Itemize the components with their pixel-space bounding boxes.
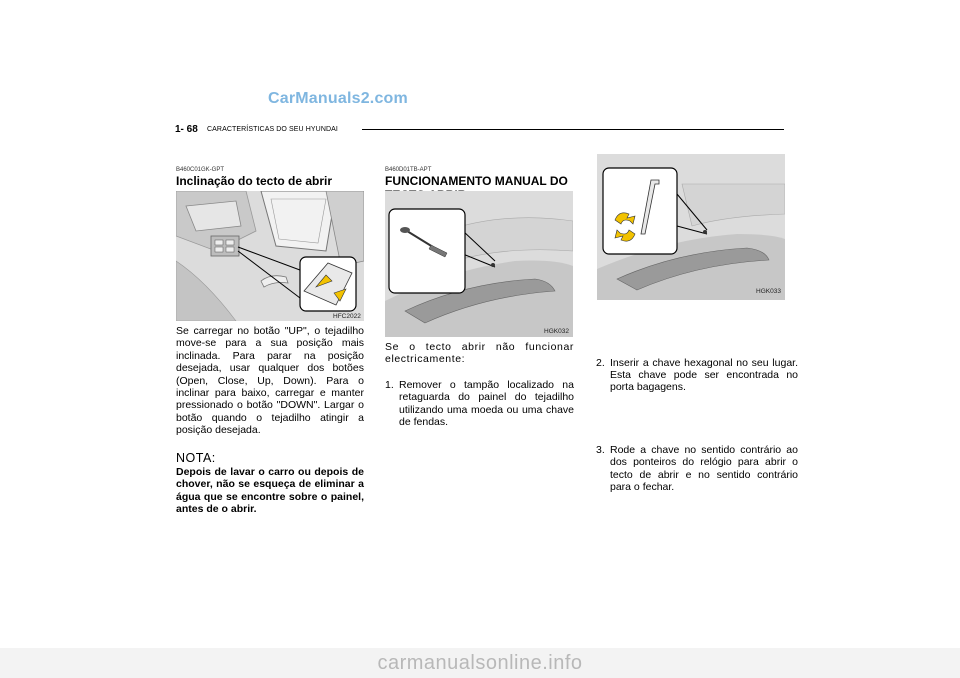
section-title: Inclinação do tecto de abrir: [176, 174, 333, 188]
watermark-carmanualsonline[interactable]: carmanualsonline.info: [0, 648, 960, 678]
cap-removal-drawing: [385, 191, 573, 337]
list-item-number: 3.: [596, 443, 605, 456]
section-code: B460D01TB-APT: [385, 167, 432, 173]
illustration-cap-removal: [385, 191, 573, 337]
page-number: 1- 68: [175, 124, 198, 135]
hex-key-drawing: [597, 154, 785, 300]
note-heading: NOTA:: [176, 451, 216, 465]
list-item-text: Rode a chave no sentido contrário ao dos ponteiros do relógio para abrir o tecto de abrir e no sentido contrário para o fechar.: [610, 443, 798, 494]
list-item-number: 2.: [596, 356, 605, 369]
watermark-carmanuals2[interactable]: CarManuals2.com: [268, 90, 408, 107]
sunroof-tilt-drawing: [176, 191, 364, 321]
section-title: FUNCIONAMENTO MANUAL DO: [385, 174, 568, 188]
figure-label: HGK032: [544, 328, 569, 335]
list-item: [385, 379, 574, 429]
body-paragraph: Se carregar no botão "UP", o tejadilho move-se para a sua posição mais inclinada. Para parar na posição desejada, usar qualquer dos botões (Open, Close, Up, Down). Para o inclinar para baixo, carregar e manter pressionado o botão "DOWN". Largar o botão quando o tejadilho atingir a posição desejada.: [176, 325, 364, 437]
illustration-sunroof-tilt: [176, 191, 364, 321]
header-rule: [362, 129, 784, 130]
list-item-text: Inserir a chave hexagonal no seu lugar. Esta chave pode ser encontrada no porta bagagens.: [610, 356, 798, 394]
list-item-number: 1.: [385, 379, 394, 391]
note-text: Depois de lavar o carro ou depois de chover, não se esqueça de eliminar a água que se encontre sobre o painel, antes de o abrir.: [176, 466, 364, 516]
figure-label: HGK033: [756, 288, 781, 295]
illustration-hex-key: [597, 154, 785, 300]
list-item: [596, 357, 798, 394]
list-item: [596, 444, 798, 494]
intro-text: Se o tecto abrir não funcionar electricamente:: [385, 341, 574, 366]
header-title: CARACTERÍSTICAS DO SEU HYUNDAI: [207, 126, 338, 133]
list-item-text: Remover o tampão localizado na retaguarda do painel do tejadilho utilizando uma moeda ou uma chave de fendas.: [399, 379, 574, 429]
figure-label: HFC2022: [333, 313, 361, 320]
section-code: B460C01GK-GPT: [176, 167, 225, 173]
